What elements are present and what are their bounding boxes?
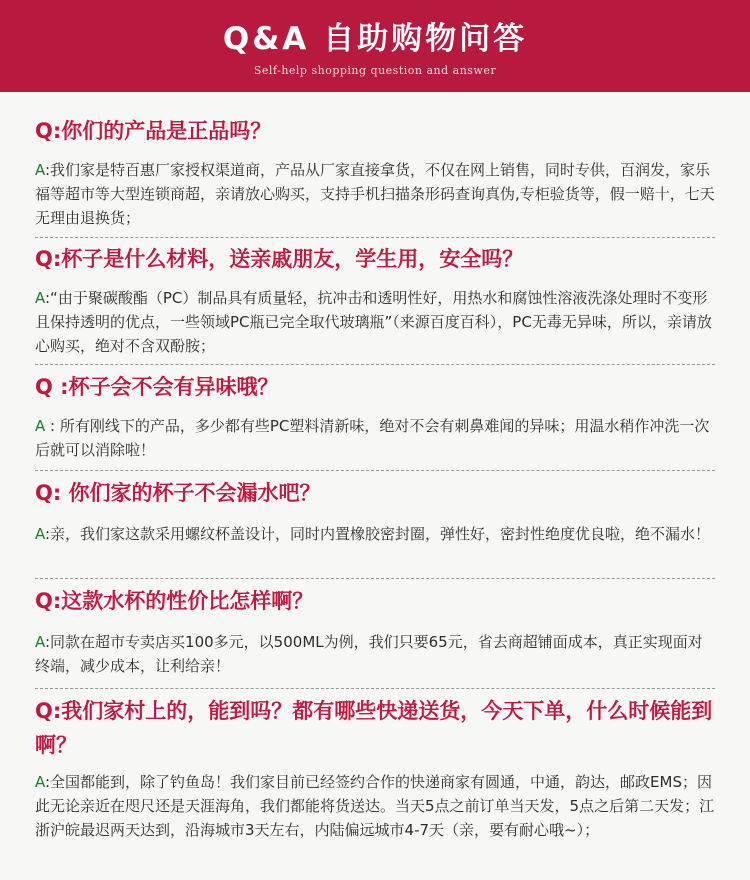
qa-item bbox=[35, 114, 715, 230]
question: Q:我们家村上的，能到吗？都有哪些快递送货，今天下单，什么时候能到啊？ bbox=[35, 699, 713, 757]
answer bbox=[35, 522, 715, 546]
page-title: Q&A 自助购物问答 bbox=[222, 21, 528, 57]
divider bbox=[35, 364, 715, 365]
qa-item bbox=[35, 694, 715, 842]
question: Q:这款水杯的性价比怎样啊？ bbox=[35, 589, 314, 613]
divider bbox=[35, 470, 715, 471]
qa-item bbox=[35, 476, 715, 546]
answer-label: A bbox=[35, 525, 45, 543]
answer-text: :全国都能到，除了钓鱼岛！我们家目前已经签约合作的快递商家有圆通，中通，韵达，邮政EMS；因此无论亲近在咫尺还是天涯海角，我们都能将货送达。当天5点之前订单当天发，5点之后第二天发；江浙沪皖最迟两天达到，沿海城市3天左右，内陆偏远城市4-7天（亲，要有耐心哦~）； bbox=[35, 773, 715, 839]
divider bbox=[35, 237, 715, 238]
answer-label: A bbox=[35, 289, 45, 307]
answer-text: :我们家是特百惠厂家授权渠道商，产品从厂家直接拿货，不仅在网上销售，同时专供，百润发，家乐福等超市等大型连锁商超，亲请放心购买，支持手机扫描条形码查询真伪,专柜验货等，假一赔十，七天无理由退换货； bbox=[35, 161, 715, 227]
qa-item bbox=[35, 584, 715, 678]
divider bbox=[35, 688, 715, 689]
qa-item bbox=[35, 242, 715, 358]
answer-label: A bbox=[35, 161, 45, 179]
answer-text: : 所有刚线下的产品，多少都有些PC塑料清新味，绝对不会有刺鼻难闻的异味；用温水稍作冲洗一次后就可以消除啦！ bbox=[35, 417, 710, 459]
answer-label: A bbox=[35, 417, 46, 435]
page-header bbox=[0, 0, 750, 92]
question: Q:你们的产品是正品吗？ bbox=[35, 119, 272, 143]
answer bbox=[35, 630, 715, 678]
divider bbox=[35, 578, 715, 579]
qa-item bbox=[35, 370, 715, 462]
question: Q:杯子是什么材料，送亲戚朋友，学生用，安全吗？ bbox=[35, 247, 524, 271]
answer-text: :“由于聚碳酸酯（PC）制品具有质量轻，抗冲击和透明性好，用热水和腐蚀性溶液洗涤处理时不变形且保持透明的优点，一些领域PC瓶已完全取代玻璃瓶”（来源百度百科），PC无毒无异味，所以，亲请放心购买，绝对不含双酚胺； bbox=[35, 289, 712, 355]
answer-label: A bbox=[35, 633, 45, 651]
answer-text: :亲，我们家这款采用螺纹杯盖设计，同时内置橡胶密封圈，弹性好，密封性绝度优良啦，绝不漏水！ bbox=[45, 525, 711, 543]
answer-label: A bbox=[35, 773, 45, 791]
page-subtitle: Self-help shopping question and answer bbox=[253, 64, 497, 77]
answer bbox=[35, 414, 715, 462]
answer bbox=[35, 158, 715, 230]
answer bbox=[35, 286, 715, 358]
question: Q :杯子会不会有异味哦？ bbox=[35, 375, 279, 399]
answer bbox=[35, 770, 715, 842]
answer-text: :同款在超市专卖店买100多元，以500ML为例，我们只要65元，省去商超铺面成本，真正实现面对终端，减少成本，让利给亲！ bbox=[35, 633, 703, 675]
question: Q: 你们家的杯子不会漏水吧？ bbox=[35, 481, 321, 505]
